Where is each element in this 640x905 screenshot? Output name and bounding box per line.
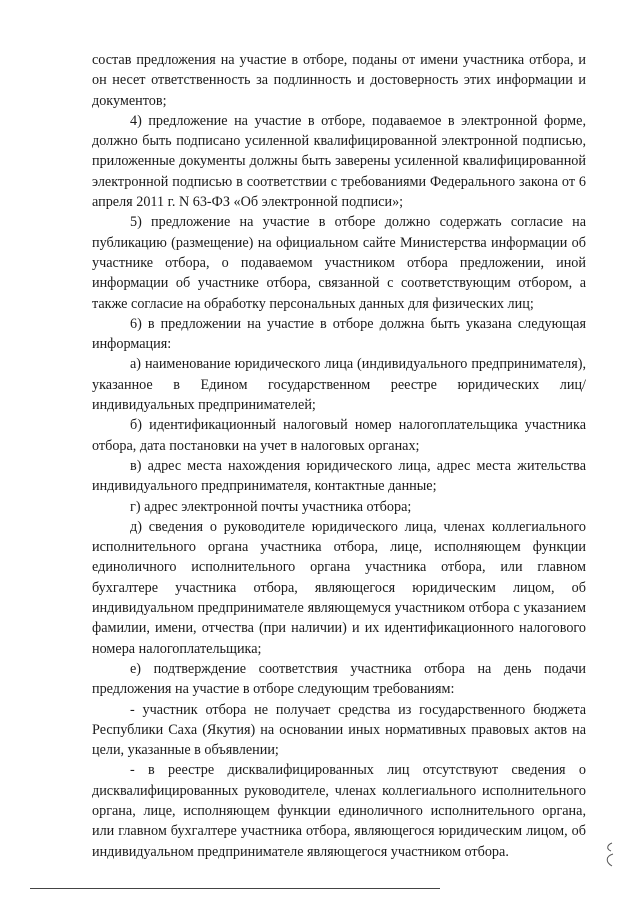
paragraph-item-4: 4) предложение на участие в отборе, подаваемое в электронной форме, должно быть подписано усиленной квалифицированной электронной подписью, приложенные документы должны быть заверены усиленной квалифицированной электронной подписью в соответствии с требованиями Федерального закона от 6 апреля 2011 г. N 63-ФЗ «Об электронной подписи»;: [92, 112, 586, 211]
subitem-g: г) адрес электронной почты участника отбора;: [130, 498, 412, 515]
subitem-b: б) идентификационный налоговый номер налогоплательщика участника отбора, дата постановки на учет в налоговых органах;: [92, 417, 586, 454]
subitem-a: а) наименование юридического лица (индивидуального предпринимателя), указанное в Едином государственном реестре юридических лиц/индивидуальных предпринимателей;: [92, 356, 586, 414]
subitem-e: е) подтверждение соответствия участника отбора на день подачи предложения на участие в отборе следующим требованиям:: [92, 660, 586, 698]
paragraph-item-6: 6) в предложении на участие в отборе должна быть указана следующая информация:: [92, 315, 586, 353]
footer-rule: [30, 888, 440, 889]
requirement-bullet-2: - в реестре дисквалифицированных лиц отсутствуют сведения о дисквалифицированных руководителе, членах коллегиального исполнительного органа, лице, исполняющем функции единоличного исполнительного органа, или главном бухгалтере участника отбора, являющегося юридическим лицом, об индивидуальном предпринимателе являющегося участником отбора.: [92, 762, 586, 860]
subitem-v: в) адрес места нахождения юридического лица, адрес места жительства индивидуального предпринимателя, контактные данные;: [92, 457, 586, 495]
document-text: [92, 50, 586, 862]
paragraph-continuation: состав предложения на участие в отборе, поданы от имени участника отбора, и он несет ответственность за подлинность и достоверность этих информации и документов;: [92, 52, 586, 109]
handwritten-mark-icon: [602, 840, 618, 870]
subitem-d: д) сведения о руководителе юридического лица, членах коллегиального исполнительного органа участника отбора, лице, исполняющем функции единоличного исполнительного органа участника отбора, или главном бухгалтере участника отбора, являющегося юридическим лицом, об индивидуальном предпринимателе являющемуся участником отбора с указанием фамилии, имени, отчества (при наличии) и их идентификационного налогового номера налогоплательщика;: [92, 518, 586, 657]
paragraph-item-5: 5) предложение на участие в отборе должно содержать согласие на публикацию (размещение) на официальном сайте Министерства информации об участнике отбора, о подаваемом участником отбора предложении, иной информации об участнике отбора, связанной с соответствующим отбором, а также согласие на обработку персональных данных для физических лиц;: [92, 214, 586, 312]
requirement-bullet-1: - участник отбора не получает средства из государственного бюджета Республики Саха (Якутия) на основании иных нормативных правовых актов на цели, указанные в объявлении;: [92, 701, 586, 759]
